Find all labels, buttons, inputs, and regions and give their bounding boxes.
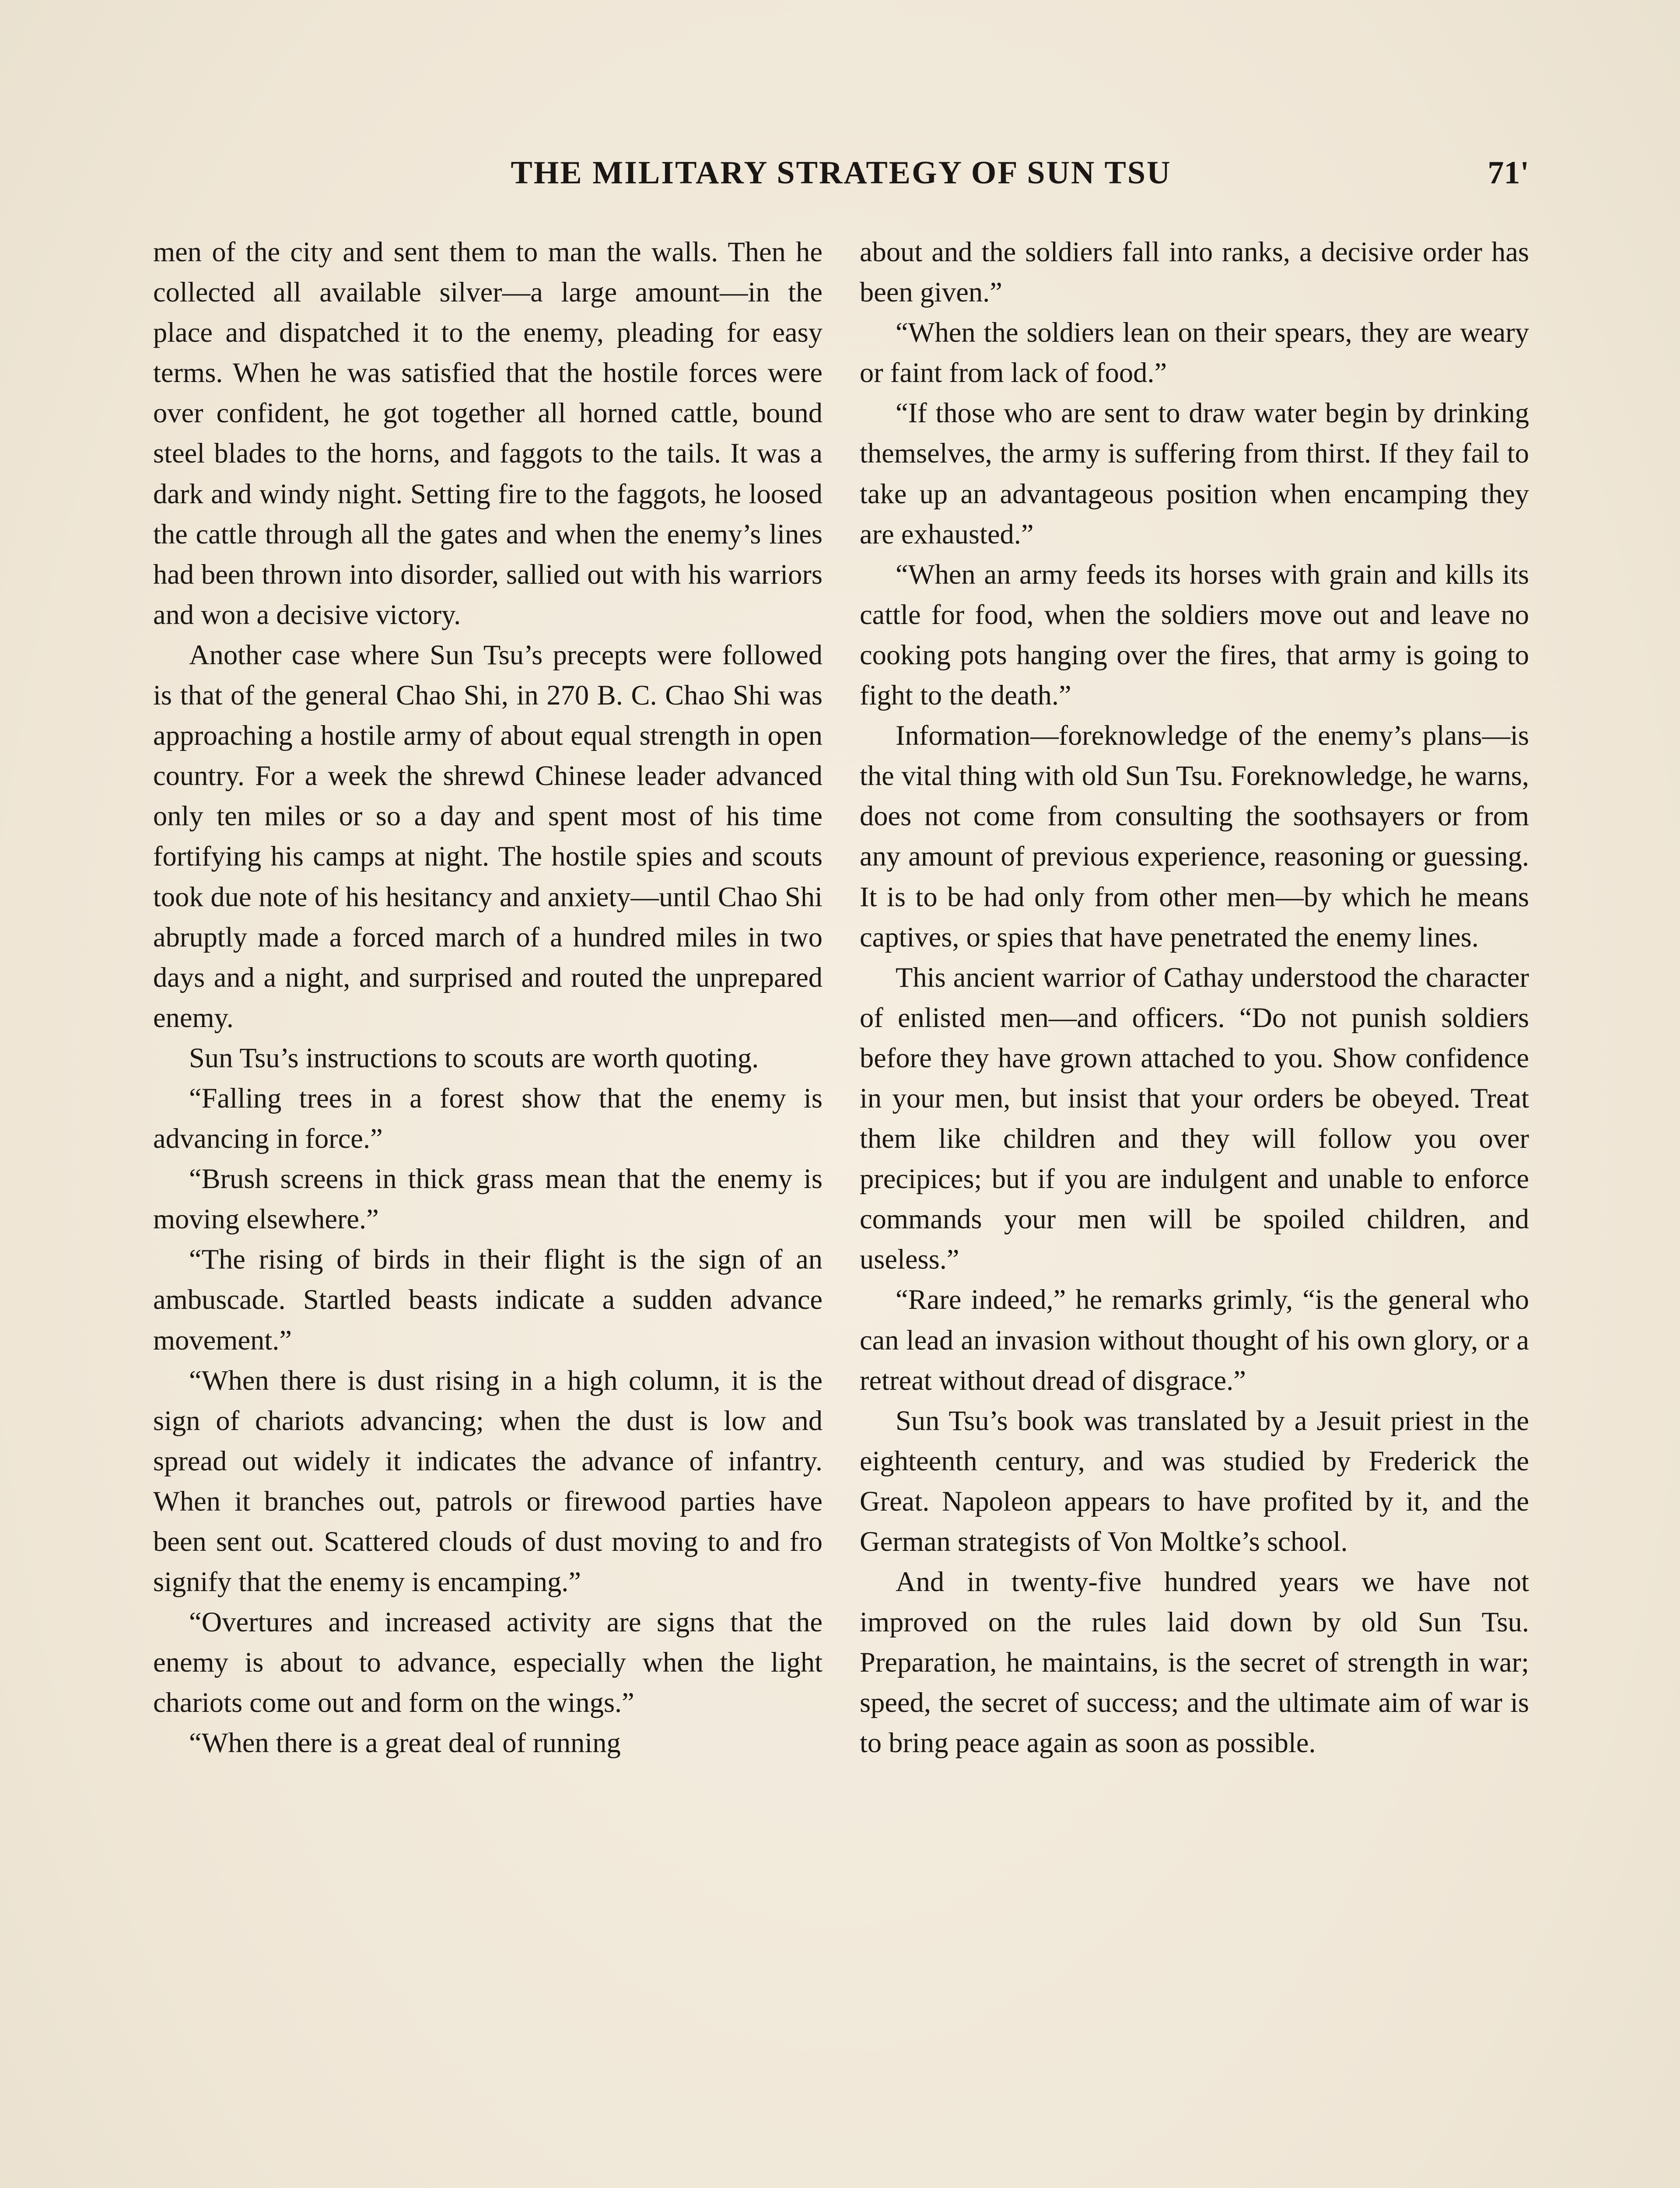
paragraph: “Falling trees in a forest show that the enemy is advancing in force.” — [153, 1082, 822, 1154]
paragraph: “Rare indeed,” he remarks grimly, “is the general who can lead an invasion without thought of his own glory, or a retreat without dread of disgrace.” — [860, 1284, 1529, 1396]
paragraph: Sun Tsu’s instructions to scouts are worth quoting. — [189, 1042, 759, 1073]
left-column — [153, 232, 822, 1764]
paragraph: “When an army feeds its horses with grain and kills its cattle for food, when the soldiers move out and leave no cooking pots hanging over the fires, that army is going to fight to the death.” — [860, 558, 1529, 711]
running-title: THE MILITARY STRATEGY OF SUN TSU — [511, 155, 1172, 191]
paragraph: about and the soldiers fall into ranks, a decisive order has been given.” — [860, 236, 1529, 308]
paragraph: “Overtures and increased activity are signs that the enemy is about to advance, especially when the light chariots come out and form on the wings.” — [153, 1606, 822, 1718]
paragraph: Information—foreknowledge of the enemy’s plans—is the vital thing with old Sun Tsu. Foreknowledge, he warns, does not come from consulting the soothsayers or from any amount of previous experience, reasoning or guessing. It is to be had only from other men—by which he means captives, or spies that have penetrated the enemy lines. — [860, 720, 1529, 953]
paragraph: And in twenty-five hundred years we have not improved on the rules laid down by old Sun Tsu. Preparation, he maintains, is the secret of strength in war; speed, the secret of success; and the ultimate aim of war is to bring peace again as soon as possible. — [860, 1566, 1529, 1759]
right-column — [860, 232, 1529, 1764]
paragraph: “When there is a great deal of running — [189, 1727, 621, 1759]
page-number: 71' — [1488, 155, 1529, 191]
paragraph: “When the soldiers lean on their spears, they are weary or faint from lack of food.” — [860, 317, 1529, 389]
paragraph: This ancient warrior of Cathay understood the character of enlisted men—and officers. “Do not punish soldiers before they have grown attached to you. Show confidence in your men, but insist that your orders be obeyed. Treat them like children and they will follow you over precipices; but if you are indulgent and unable to enforce commands your men will be spoiled children, and useless.” — [860, 961, 1529, 1275]
paragraph: “Brush screens in thick grass mean that the enemy is moving elsewhere.” — [153, 1163, 822, 1235]
paragraph: “When there is dust rising in a high column, it is the sign of chariots advancing; when the dust is low and spread out widely it indicates the advance of infantry. When it branches out, patrols or firewood parties have been sent out. Scattered clouds of dust moving to and fro signify that the enemy is encamping.” — [153, 1364, 822, 1598]
paragraph: men of the city and sent them to man the walls. Then he collected all available silver—a large amount—in the place and dispatched it to the enemy, pleading for easy terms. When he was satisfied that the hostile forces were over confident, he got together all horned cattle, bound steel blades to the horns, and faggots to the tails. It was a dark and windy night. Setting fire to the faggots, he loosed the cattle through all the gates and when the enemy’s lines had been thrown into disorder, sallied out with his warriors and won a decisive victory. — [153, 236, 822, 630]
paragraph: “If those who are sent to draw water begin by drinking themselves, the army is suffering from thirst. If they fail to take up an advantageous position when encamping they are exhausted.” — [860, 397, 1529, 550]
paragraph: Another case where Sun Tsu’s precepts were followed is that of the general Chao Shi, in 270 B. C. Chao Shi was approaching a hostile army of about equal strength in open country. For a week the shrewd Chinese leader advanced only ten miles or so a day and spent most of his time fortifying his camps at night. The hostile spies and scouts took due note of his hesitancy and anxiety—until Chao Shi abruptly made a forced march of a hundred miles in two days and a night, and surprised and routed the unprepared enemy. — [153, 639, 822, 1033]
page-header — [153, 149, 1529, 197]
paragraph: Sun Tsu’s book was translated by a Jesuit priest in the eighteenth century, and was studied by Frederick the Great. Napoleon appears to have profited by it, and the German strategists of Von Moltke’s school. — [860, 1405, 1529, 1557]
paragraph: “The rising of birds in their flight is the sign of an ambuscade. Startled beasts indicate a sudden advance movement.” — [153, 1244, 822, 1356]
